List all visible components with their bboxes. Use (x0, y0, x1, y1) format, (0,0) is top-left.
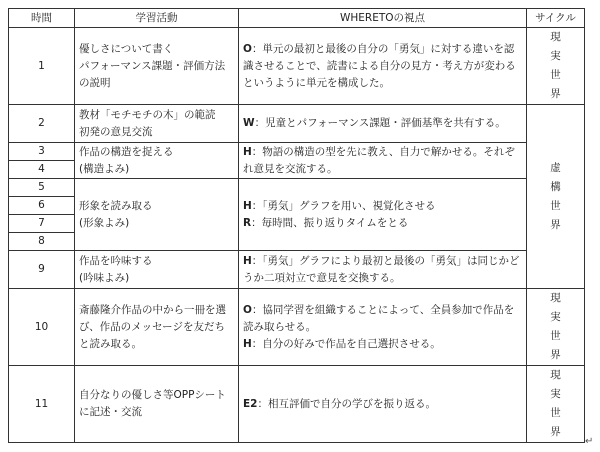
whereto-text: ：「勇気」グラフにより最初と最後の「勇気」は同じかどうか二項対立で意見を交換する。 (243, 254, 520, 284)
time-cell: 2 (9, 105, 75, 143)
whereto-line (243, 198, 522, 215)
header-row (9, 9, 585, 28)
header-whereto: WHERETOの視点 (239, 9, 527, 28)
whereto-text: ：自分の好みで作品を自己選択させる。 (251, 337, 441, 350)
whereto-text: ：毎時間、振り返りタイムをとる (251, 216, 409, 229)
activity-cell: 優しさについて書く パフォーマンス課題・評価方法の説明 (75, 28, 239, 105)
whereto-text: ：協同学習を組織することによって、全員参加で作品を読み取らせる。 (243, 303, 515, 333)
time-cell: 6 (9, 197, 75, 215)
whereto-key: R (243, 216, 252, 229)
cycle-char: 界 (550, 88, 561, 100)
time-cell: 9 (9, 251, 75, 289)
whereto-text: ：物語の構造の型を先に教え、自力で解かせる。それぞれ意見を交流する。 (243, 145, 515, 175)
activity-cell: 自分なりの優しさ等OPPシートに記述・交流 (75, 366, 239, 443)
cycle-char: 実 (550, 50, 561, 62)
table-row (9, 366, 585, 443)
header-cycle: サイクル (527, 9, 585, 28)
whereto-cell (239, 105, 527, 143)
header-activity: 学習活動 (75, 9, 239, 28)
cycle-cell (527, 289, 585, 366)
activity-cell: 形象を読み取る (形象よみ) (75, 179, 239, 251)
time-cell: 8 (9, 233, 75, 251)
whereto-cell (239, 289, 527, 366)
whereto-line (243, 215, 522, 232)
time-cell: 3 (9, 143, 75, 161)
whereto-key: O (243, 42, 252, 55)
whereto-line (243, 302, 522, 336)
header-time: 時間 (9, 9, 75, 28)
whereto-text: ：「勇気」グラフを用い、視覚化させる (251, 199, 436, 212)
activity-cell: 作品を吟味する (吟味よみ) (75, 251, 239, 289)
cycle-char: 世 (550, 69, 561, 81)
cycle-cell (527, 28, 585, 105)
whereto-cell (239, 143, 527, 179)
whereto-key: O (243, 303, 252, 316)
cycle-cell (527, 366, 585, 443)
cycle-char: 世 (550, 330, 561, 342)
table-row (9, 251, 585, 289)
whereto-key: H (243, 254, 252, 267)
cycle-char: 構 (550, 180, 561, 193)
cycle-char: 実 (550, 388, 561, 400)
cycle-char: 現 (550, 292, 561, 304)
time-cell: 7 (9, 215, 75, 233)
whereto-key: E2 (243, 397, 258, 410)
table-row (9, 179, 585, 197)
paragraph-end-mark: ↵ (585, 436, 594, 447)
whereto-key: H (243, 199, 252, 212)
whereto-cell (239, 179, 527, 251)
cycle-char: 現 (550, 369, 561, 381)
table-row (9, 143, 585, 161)
whereto-cell (239, 366, 527, 443)
whereto-text: ：相互評価で自分の学びを振り返る。 (257, 397, 436, 410)
activity-cell: 教材「モチモチの木」の範読 初発の意見交流 (75, 105, 239, 143)
time-cell: 4 (9, 161, 75, 179)
cycle-cell (527, 105, 585, 289)
time-cell: 11 (9, 366, 75, 443)
table-row (9, 289, 585, 366)
cycle-char: 界 (550, 218, 561, 231)
table-row (9, 105, 585, 143)
whereto-text: ：単元の最初と最後の自分の「勇気」に対する違いを認識させることで、読書による自分の見方・考え方が変わるというように単元を構成した。 (243, 42, 516, 89)
activity-cell: 作品の構造を捉える (構造よみ) (75, 143, 239, 179)
whereto-line (243, 336, 522, 353)
cycle-char: 実 (550, 311, 561, 323)
whereto-key: H (243, 337, 252, 350)
time-cell: 1 (9, 28, 75, 105)
cycle-char: 界 (550, 426, 561, 438)
cycle-char: 界 (550, 349, 561, 361)
cycle-char: 世 (550, 199, 561, 212)
whereto-cell (239, 251, 527, 289)
activity-cell: 斎藤隆介作品の中から一冊を選び、作品のメッセージを友だちと読み取る。 (75, 289, 239, 366)
whereto-text: ：児童とパフォーマンス課題・評価基準を共有する。 (254, 117, 506, 129)
table-row (9, 28, 585, 105)
cycle-char: 虚 (550, 161, 561, 174)
time-cell: 5 (9, 179, 75, 197)
whereto-key: H (243, 145, 252, 158)
whereto-cell (239, 28, 527, 105)
lesson-plan-table (8, 8, 585, 443)
cycle-char: 世 (550, 407, 561, 419)
cycle-char: 現 (550, 31, 561, 43)
whereto-key: W (243, 117, 255, 129)
time-cell: 10 (9, 289, 75, 366)
